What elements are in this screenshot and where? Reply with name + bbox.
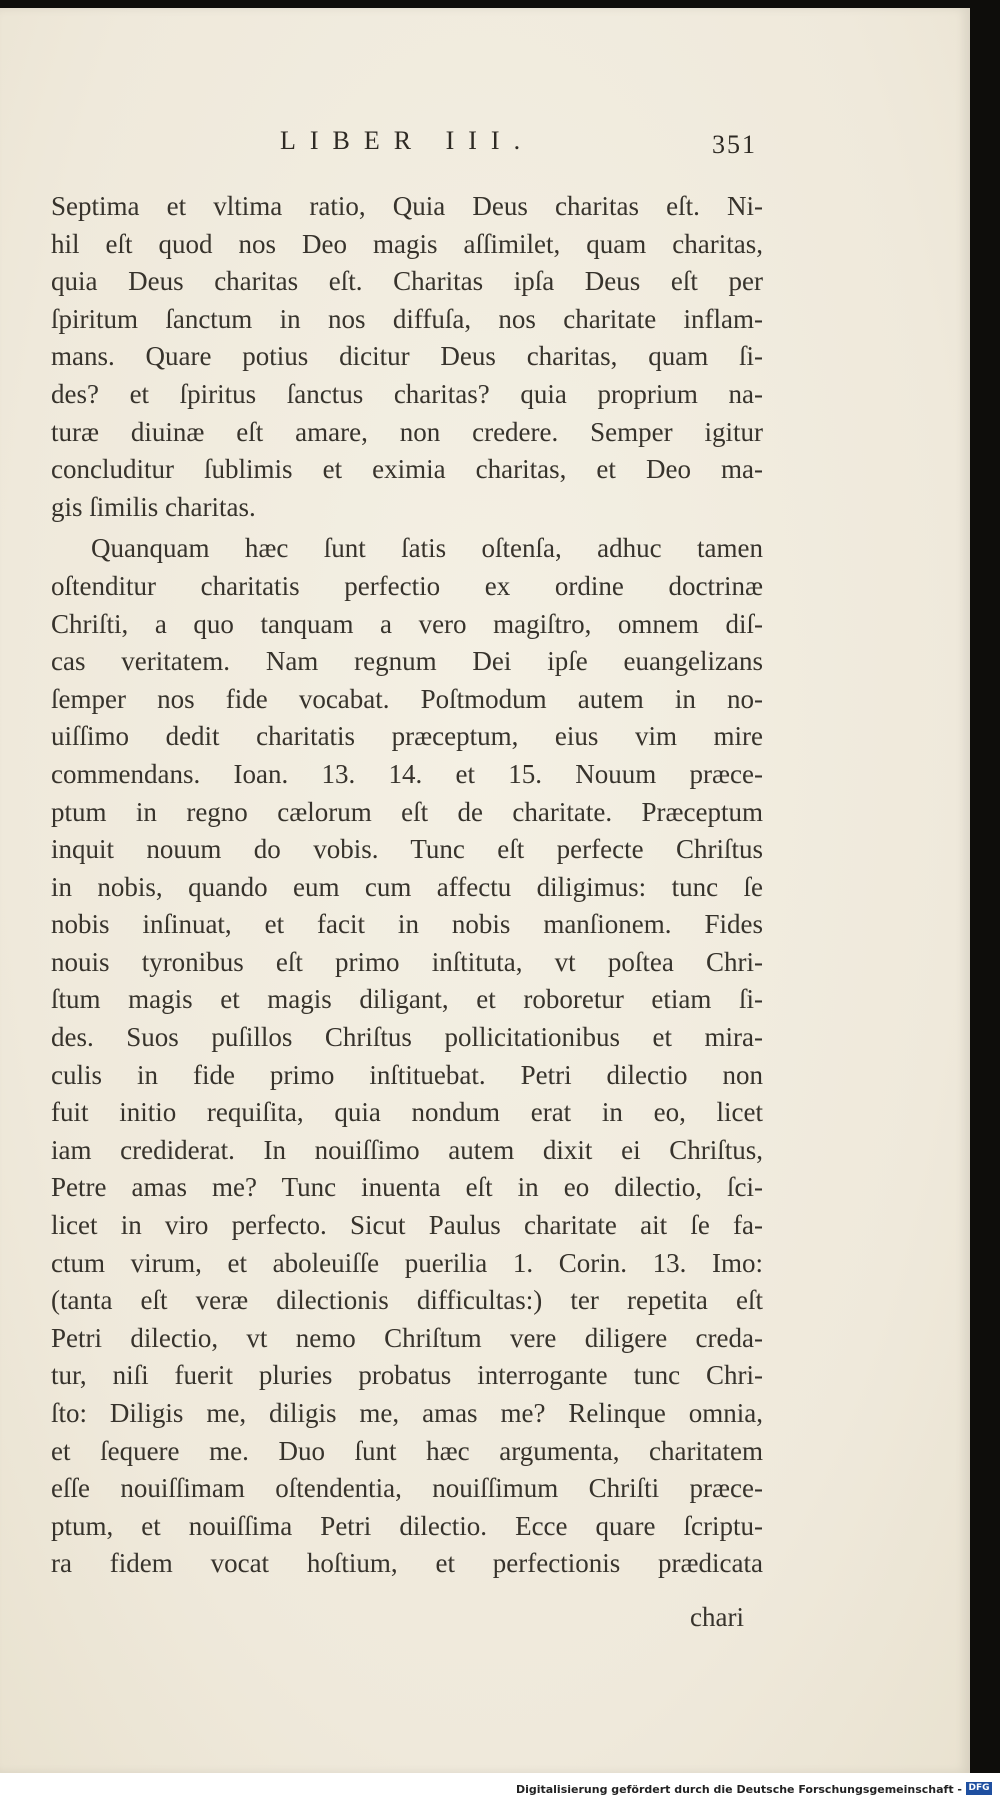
text-line: Quanquam hæc ſunt ſatis oſtenſa, adhuc tamen [91, 533, 763, 564]
text-line: nobis inſinuat, et facit in nobis manſionem. Fides [51, 909, 763, 940]
text-line: gis ſimilis charitas. [51, 491, 256, 522]
text-line: fuit initio requiſita, quia nondum erat in eo, licet [51, 1097, 763, 1128]
text-line: Septima et vltima ratio, Quia Deus charitas eſt. Ni- [51, 191, 763, 221]
text-line: tur, niſi fuerit pluries probatus interrogante tunc Chri- [51, 1360, 763, 1391]
text-line: des. Suos puſillos Chriſtus pollicitationibus et mira- [51, 1022, 763, 1053]
page-number: 351 [712, 130, 757, 159]
text-line: in nobis, quando eum cum affectu diligimus: tunc ſe [51, 871, 763, 902]
text-line: iam crediderat. In nouiſſimo autem dixit ei Chriſtus, [51, 1134, 763, 1165]
text-line: culis in fide primo inſtituebat. Petri dilectio non [51, 1059, 763, 1090]
text-line: ſtum magis et magis diligant, et roboretur etiam ſi- [51, 984, 763, 1015]
text-line: oſtenditur charitatis perfectio ex ordine doctrinæ [51, 570, 763, 601]
text-line: ra fidem vocat hoſtium, et perfectionis prædicata [51, 1548, 763, 1579]
text-line: licet in viro perfecto. Sicut Paulus charitate ait ſe fa- [51, 1210, 763, 1241]
text-line: eſſe nouiſſimam oſtendentia, nouiſſimum Chriſti præce- [51, 1473, 763, 1504]
catchword: chari [690, 1602, 744, 1632]
text-line: et ſequere me. Duo ſunt hæc argumenta, charitatem [51, 1435, 763, 1466]
text-line: turæ diuinæ eſt amare, non credere. Semper igitur [51, 416, 763, 447]
text-line: cas veritatem. Nam regnum Dei ipſe euangelizans [51, 646, 763, 677]
book-page [0, 8, 970, 1773]
page-header [0, 126, 970, 166]
text-line: ptum in regno cælorum eſt de charitate. Præceptum [51, 796, 763, 827]
text-line: inquit nouum do vobis. Tunc eſt perfecte Chriſtus [51, 834, 763, 865]
text-line: uiſſimo dedit charitatis præceptum, eius vim mire [51, 721, 763, 752]
running-head: LIBER III. [280, 126, 535, 155]
body-text [51, 188, 763, 1583]
text-line: hil eſt quod nos Deo magis aſſimilet, quam charitas, [51, 228, 763, 259]
text-line: nouis tyronibus eſt primo inſtituta, vt poſtea Chri- [51, 946, 763, 977]
dfg-logo-icon: DFG [966, 1782, 992, 1795]
text-line: (tanta eſt veræ dilectionis difficultas:) ter repetita eſt [51, 1285, 763, 1316]
digitization-footer [0, 1773, 1000, 1803]
text-line: ſemper nos fide vocabat. Poſtmodum autem in no- [51, 683, 763, 714]
text-line: ſpiritum ſanctum in nos diffuſa, nos charitate inflam- [51, 303, 763, 334]
text-line: ctum virum, et aboleuiſſe puerilia 1. Corin. 13. Imo: [51, 1247, 763, 1278]
text-line: ptum, et nouiſſima Petri dilectio. Ecce quare ſcriptu- [51, 1510, 763, 1541]
text-line: quia Deus charitas eſt. Charitas ipſa Deus eſt per [51, 266, 763, 297]
text-line: ſto: Diligis me, diligis me, amas me? Relinque omnia, [51, 1398, 763, 1428]
text-line: Petri dilectio, vt nemo Chriſtum vere diligere creda- [51, 1322, 763, 1353]
text-line: commendans. Ioan. 13. 14. et 15. Nouum præce- [51, 758, 763, 789]
text-line: Petre amas me? Tunc inuenta eſt in eo dilectio, ſci- [51, 1172, 763, 1203]
text-line: Chriſti, a quo tanquam a vero magiſtro, omnem diſ- [51, 608, 763, 639]
text-line: des? et ſpiritus ſanctus charitas? quia proprium na- [51, 378, 763, 409]
text-line: mans. Quare potius dicitur Deus charitas, quam ſi- [51, 341, 763, 372]
text-line: concluditur ſublimis et eximia charitas, et Deo ma- [51, 454, 763, 485]
funding-credit: Digitalisierung gefördert durch die Deutsche Forschungsgemeinschaft - [515, 1783, 962, 1796]
